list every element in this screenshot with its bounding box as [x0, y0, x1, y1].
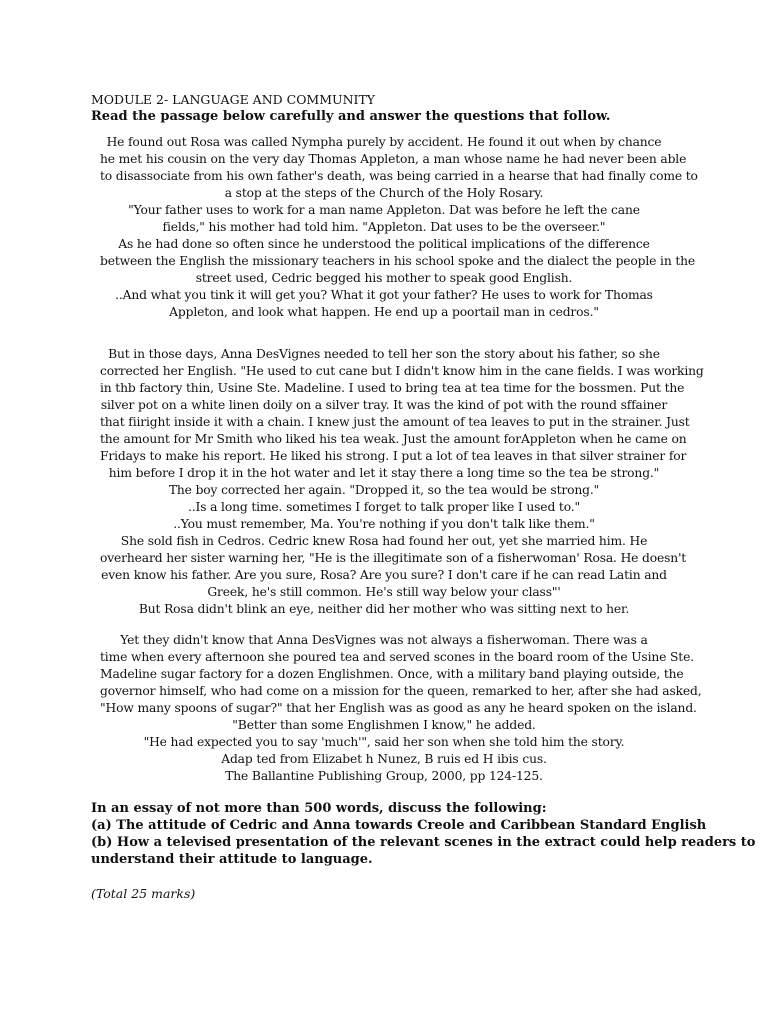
module-title: MODULE 2- LANGUAGE AND COMMUNITY [91, 92, 376, 107]
question-b-continued: understand their attitude to language. [91, 852, 373, 867]
question-a: (a) The attitude of Cedric and Anna towards Creole and Caribbean Standard English [91, 818, 707, 833]
passage-line: Greek, he's still common. He's still way below your class"' [207, 585, 561, 599]
source-citation: Adap ted from Elizabet h Nunez, B ruis ed H ibis cus. [221, 752, 547, 766]
passage-line: The boy corrected her again. "Dropped it, so the tea would be strong." [168, 483, 600, 497]
passage-paragraph-3 [100, 632, 702, 785]
passage-line: ..And what you tink it will get you? What it got your father? He uses to work for Thomas [115, 288, 653, 302]
publisher-citation: The Ballantine Publishing Group, 2000, pp 124-125. [225, 769, 543, 783]
passage-line: in thb factory thin, Usine Ste. Madeline. I used to bring tea at tea time for the bossmen. Put the [100, 381, 685, 395]
passage-paragraph-2 [100, 346, 704, 618]
passage-line: ..Is a long time. sometimes I forget to talk proper like I used to." [187, 500, 581, 514]
passage-line: Madeline sugar factory for a dozen Englishmen. Once, with a military band playing outside, the [100, 667, 684, 681]
passage-line: "How many spoons of sugar?" that her English was as good as any he heard spoken on the island. [100, 701, 697, 715]
passage-line: a stop at the steps of the Church of the Holy Rosary. [224, 186, 544, 200]
passage-line: that fiiright inside it with a chain. I knew just the amount of tea leaves to put in the strainer. Just [100, 415, 690, 429]
essay-questions [91, 800, 755, 868]
question-prompt: In an essay of not more than 500 words, discuss the following: [91, 801, 547, 816]
passage-line: street used, Cedric begged his mother to speak good English. [195, 271, 573, 285]
passage-line: governor himself, who had come on a mission for the queen, remarked to her, after she had asked, [100, 684, 702, 698]
passage-line: to disassociate from his own father's death, was being carried in a hearse that had finally come to [100, 169, 698, 183]
passage-line: silver pot on a white linen doily on a silver tray. It was the kind of pot with the round sffainer [100, 398, 668, 412]
passage-line: ..You must remember, Ma. You're nothing if you don't talk like them." [173, 517, 595, 531]
passage-paragraph-1 [100, 134, 698, 321]
passage-line: him before I drop it in the hot water and let it stay there a long time so the tea be strong." [108, 466, 660, 480]
total-marks: (Total 25 marks) [91, 886, 196, 901]
passage-line: he met his cousin on the very day Thomas Appleton, a man whose name he had never been able [100, 152, 687, 166]
question-b: (b) How a televised presentation of the relevant scenes in the extract could help readers to [91, 835, 756, 850]
passage-line: time when every afternoon she poured tea and served scones in the board room of the Usine Ste. [100, 650, 694, 664]
passage-line: But in those days, Anna DesVignes needed to tell her son the story about his father, so she [108, 347, 660, 361]
passage-line: Fridays to make his report. He liked his strong. I put a lot of tea leaves in that silver strainer for [100, 449, 687, 463]
passage-line: But Rosa didn't blink an eye, neither did her mother who was sitting next to her. [138, 602, 630, 616]
passage-line: She sold fish in Cedros. Cedric knew Rosa had found her out, yet she married him. He [120, 534, 648, 548]
instruction-heading: Read the passage below carefully and answer the questions that follow. [91, 109, 611, 124]
passage-line: Yet they didn't know that Anna DesVignes was not always a fisherwoman. There was a [120, 633, 648, 647]
passage-line: corrected her English. "He used to cut cane but I didn't know him in the cane fields. I was working [100, 364, 704, 378]
passage-line: Appleton, and look what happen. He end up a poortail man in cedros." [169, 305, 599, 319]
passage-line: "Better than some Englishmen I know," he added. [232, 718, 536, 732]
passage-line: "He had expected you to say 'much'", said her son when she told him the story. [143, 735, 625, 749]
passage-line: As he had done so often since he understood the political implications of the difference [118, 237, 650, 251]
passage-line: fields," his mother had told him. "Appleton. Dat uses to be the overseer." [162, 220, 606, 234]
passage-line: He found out Rosa was called Nympha purely by accident. He found it out when by chance [106, 135, 662, 149]
passage-line: even know his father. Are you sure, Rosa? Are you sure? I don't care if he can read Latin and [101, 568, 667, 582]
passage-line: "Your father uses to work for a man name Appleton. Dat was before he left the cane [128, 203, 640, 217]
passage-line: the amount for Mr Smith who liked his tea weak. Just the amount forAppleton when he came on [100, 432, 687, 446]
passage-line: overheard her sister warning her, "He is the illegitimate son of a fisherwoman' Rosa. He doesn't [100, 551, 687, 565]
passage-line: between the English the missionary teachers in his school spoke and the dialect the people in the [100, 254, 696, 268]
